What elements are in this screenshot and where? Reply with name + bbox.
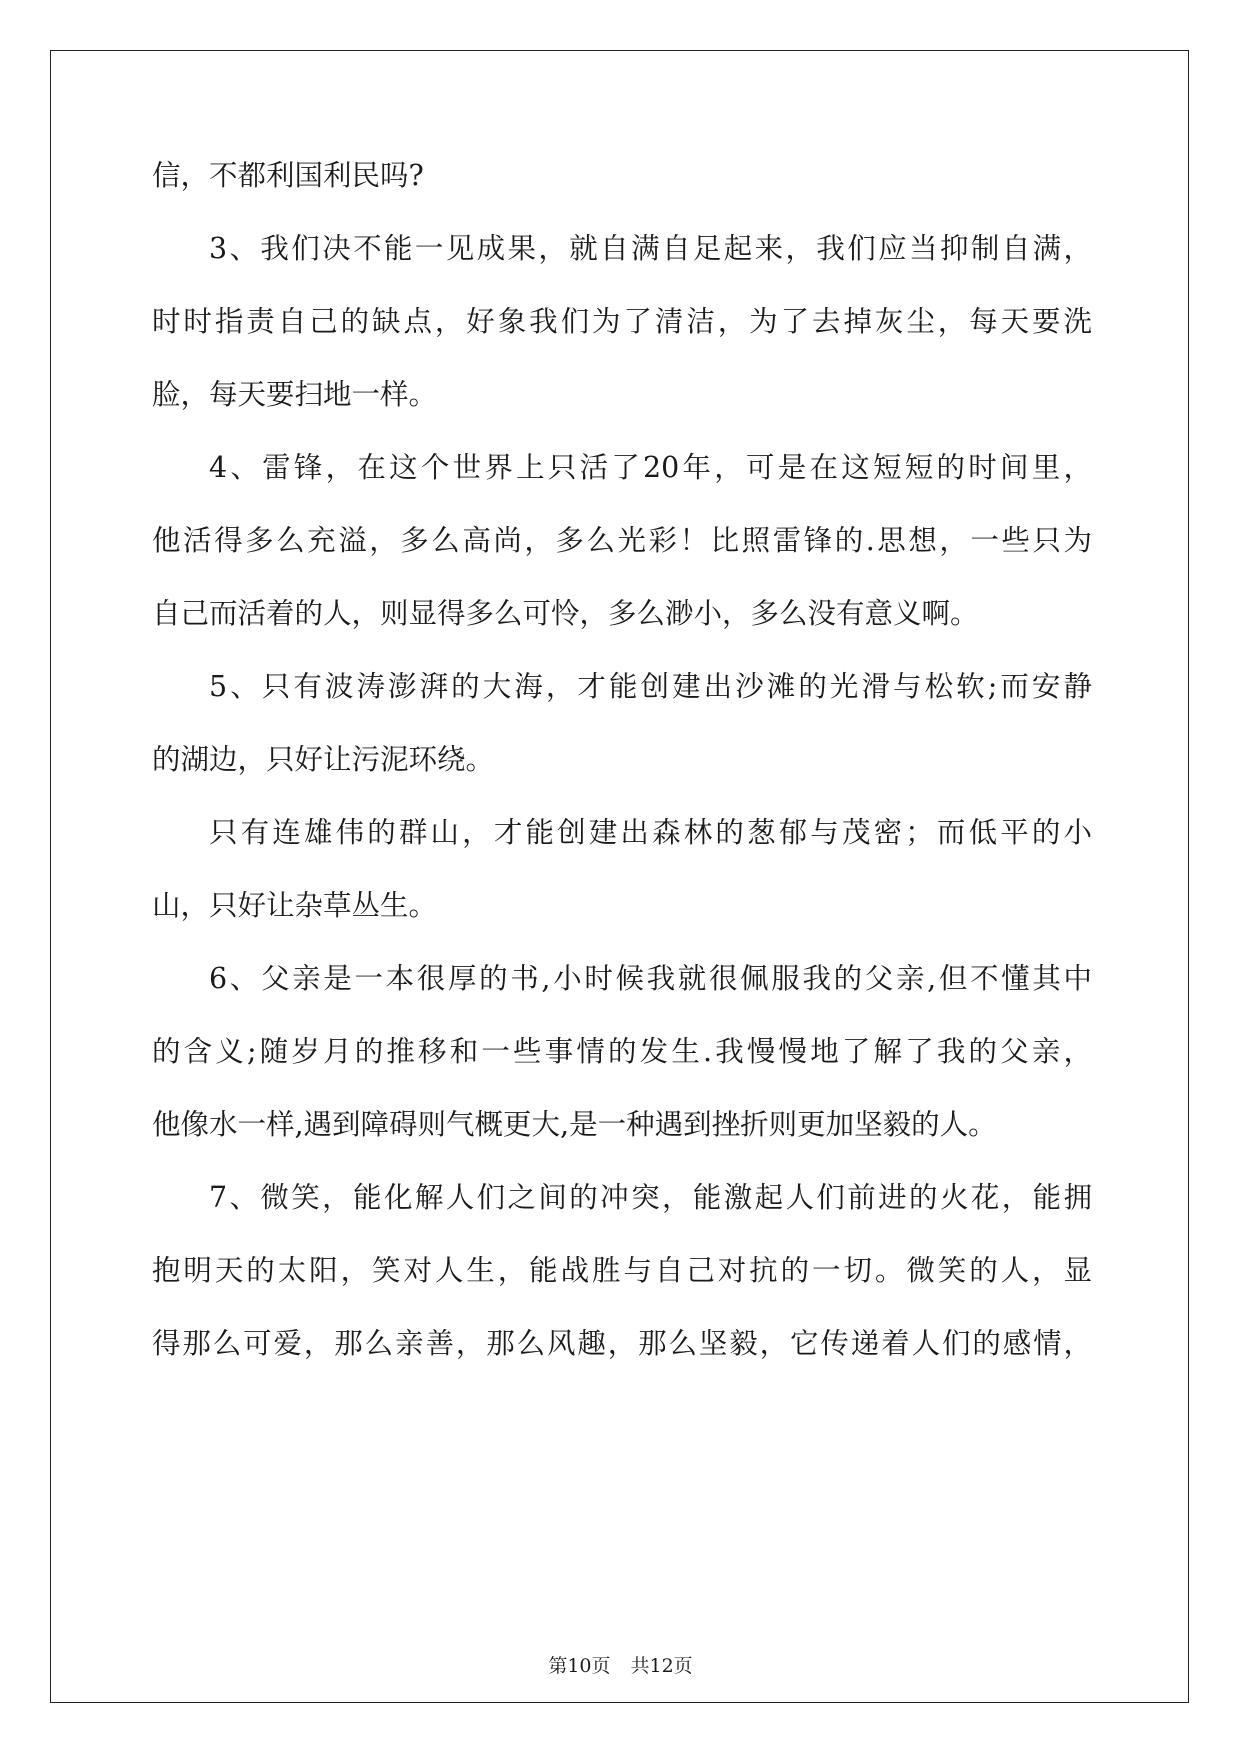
page-number-total: 共12页	[630, 1655, 693, 1677]
text-line: 7、微笑，能化解人们之间的冲突，能激起人们前进的火花，能拥	[209, 1181, 1092, 1214]
text-line: 他活得多么充溢，多么高尚，多么光彩！比照雷锋的.思想，一些只为	[152, 524, 1092, 557]
text-line: 3、我们决不能一见成果，就自满自足起来，我们应当抑制自满，	[209, 232, 1092, 265]
text-line: 脸，每天要扫地一样。	[152, 378, 438, 411]
text-line: 6、父亲是一本很厚的书,小时候我就很佩服我的父亲,但不懂其中	[209, 962, 1092, 995]
text-line: 只有连雄伟的群山，才能创建出森林的葱郁与茂密；而低平的小	[209, 816, 1092, 849]
text-line: 的湖边，只好让污泥环绕。	[152, 743, 495, 776]
text-line: 抱明天的太阳，笑对人生，能战胜与自己对抗的一切。微笑的人，显	[152, 1254, 1092, 1287]
text-line: 他像水一样,遇到障碍则气概更大,是一种遇到挫折则更加坚毅的人。	[152, 1108, 997, 1141]
text-line: 的含义;随岁月的推移和一些事情的发生.我慢慢地了解了我的父亲，	[152, 1035, 1092, 1068]
text-line: 山，只好让杂草丛生。	[152, 889, 438, 922]
page-footer	[0, 1654, 1241, 1678]
text-line: 得那么可爱，那么亲善，那么风趣，那么坚毅，它传递着人们的感情，	[152, 1327, 1092, 1360]
page-number-current: 第10页	[548, 1655, 611, 1677]
text-line: 时时指责自己的缺点，好象我们为了清洁，为了去掉灰尘，每天要洗	[152, 305, 1092, 338]
text-line: 信，不都利国利民吗?	[152, 159, 424, 192]
page-border	[50, 50, 1189, 1703]
text-line: 5、只有波涛澎湃的大海，才能创建出沙滩的光滑与松软;而安静	[209, 670, 1092, 703]
text-line: 4、雷锋，在这个世界上只活了20年，可是在这短短的时间里，	[209, 451, 1092, 484]
text-line: 自己而活着的人，则显得多么可怜，多么渺小，多么没有意义啊。	[152, 597, 979, 630]
